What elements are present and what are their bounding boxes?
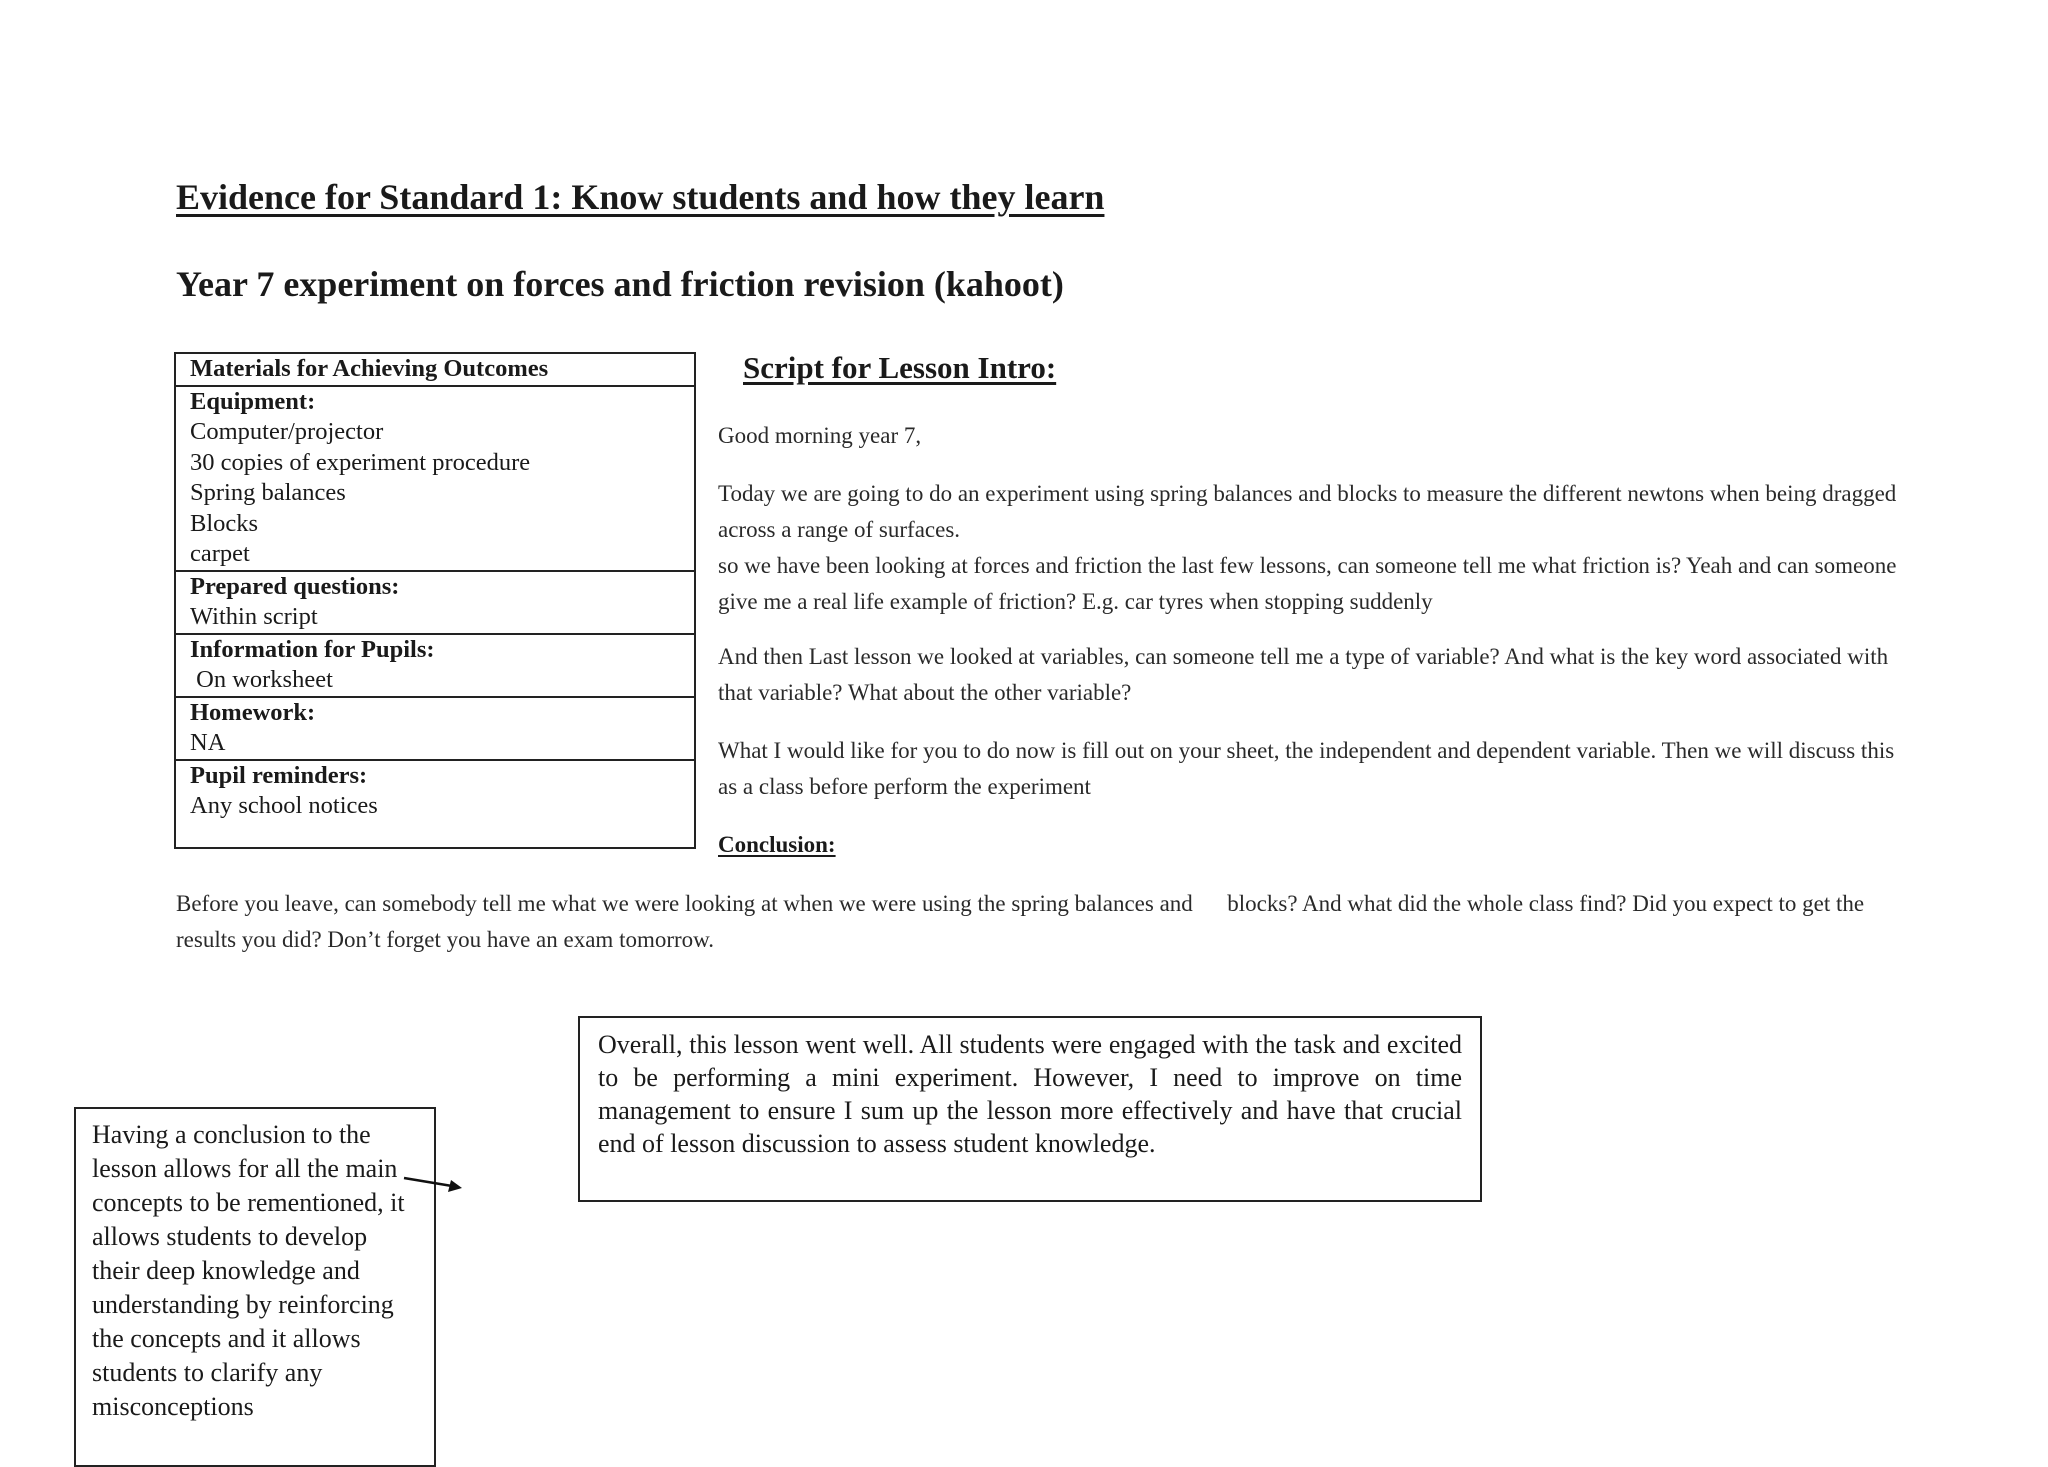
pupil-reminders-value: Any school notices <box>190 792 378 819</box>
conclusion-text: Before you leave, can somebody tell me what we were looking at when we were using the spring balances and blocks? And what did the whole class find? Did you expect to get the results you did? Don’t forget you have an exam tomorrow. <box>176 891 1870 952</box>
lesson-title: Year 7 experiment on forces and friction revision (kahoot) <box>176 264 1064 304</box>
page-heading: Evidence for Standard 1: Know students and how they learn <box>176 177 1105 217</box>
script-title: Script for Lesson Intro: <box>743 350 1057 385</box>
script-greeting: Good morning year 7, <box>718 423 922 448</box>
materials-header: Materials for Achieving Outcomes <box>190 355 549 382</box>
pupil-reminders-label: Pupil reminders: <box>190 761 368 789</box>
equipment-item: carpet <box>190 540 250 567</box>
equipment-label: Equipment: <box>190 387 316 415</box>
pupil-info-section <box>176 633 694 696</box>
homework-value: NA <box>190 729 226 756</box>
conclusion-title: Conclusion: <box>718 832 836 857</box>
homework-section <box>176 696 694 759</box>
equipment-item: Computer/projector <box>190 418 384 445</box>
materials-table <box>174 352 696 849</box>
script-intro <box>718 476 1898 620</box>
annotation-box: Having a conclusion to the lesson allows for all the main concepts to be rementioned, it allows students to develop their deep knowledge and understanding by reinforcing the concepts and it allows students to clarify any misconceptions <box>74 1107 436 1467</box>
script-variables: And then Last lesson we looked at variables, can someone tell me a type of variable? And what is the key word associated with that variable? What about the other variable? <box>718 644 1889 705</box>
equipment-item: 30 copies of experiment procedure <box>190 448 531 476</box>
homework-label: Homework: <box>190 698 316 726</box>
reflection-box: Overall, this lesson went well. All students were engaged with the task and excited to be performing a mini experiment. However, I need to improve on time management to ensure I sum up the lesson more effectively and have that crucial end of lesson discussion to assess student knowledge. <box>578 1016 1482 1202</box>
equipment-item: Spring balances <box>190 479 346 506</box>
pupil-info-label: Information for Pupils: <box>190 635 435 663</box>
prepared-questions-label: Prepared questions: <box>190 572 400 600</box>
script-task: What I would like for you to do now is fill out on your sheet, the independent and dependent variable. Then we will discuss this as a class before perform the experiment <box>718 738 1895 799</box>
equipment-section <box>176 385 694 570</box>
equipment-item: Blocks <box>190 509 259 537</box>
script-intro-line: so we have been looking at forces and friction the last few lessons, can someone tell me what friction is? Yeah and can someone give me a real life example of friction? E.g. car tyres when stopping suddenly <box>718 553 1897 614</box>
pupil-info-value: On worksheet <box>190 666 333 693</box>
script-intro-line: Today we are going to do an experiment using spring balances and blocks to measure the different newtons when being dragged across a range of surfaces. <box>718 481 1897 542</box>
prepared-questions-value: Within script <box>190 603 318 630</box>
pupil-reminders-section <box>176 759 694 847</box>
prepared-questions-section <box>176 570 694 633</box>
arrow-icon <box>402 1172 466 1202</box>
